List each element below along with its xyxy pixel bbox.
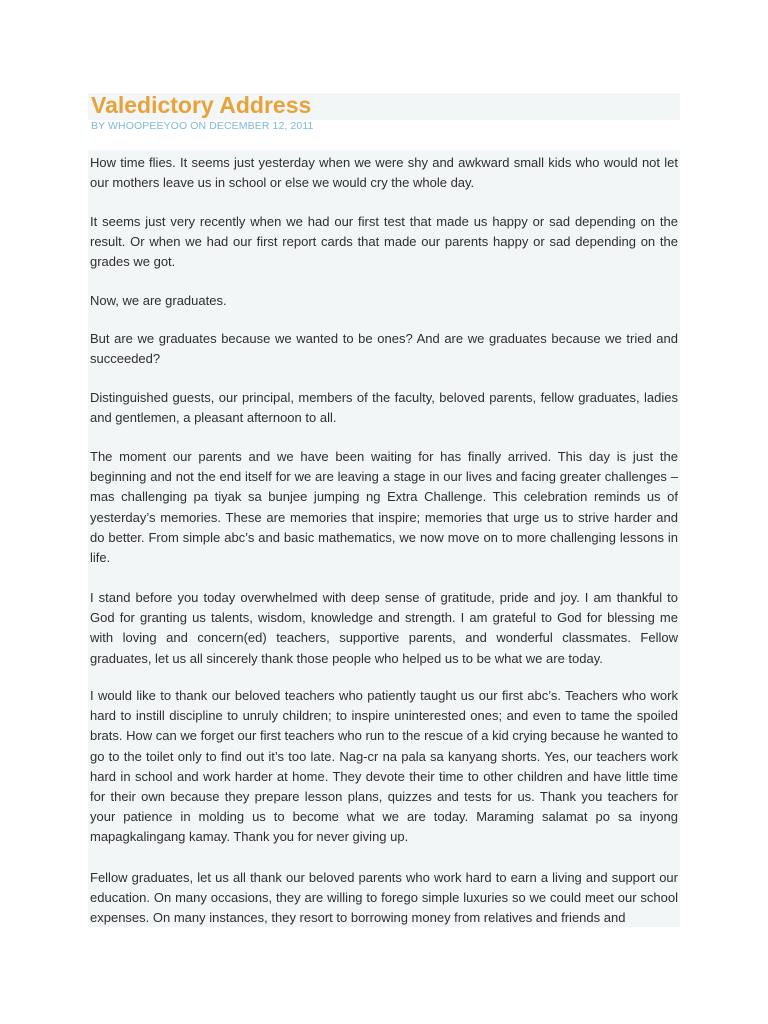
paragraph-6: The moment our parents and we have been waiting for has finally arrived. This day is just the beginning and not the end itself for we are leaving a stage in our lives and facing greater challenges – mas challenging pa tiyak sa bunjee jumping ng Extra Challenge. This celebration reminds us of yesterday’s memories. These are memories that inspire; memories that urge us to strive harder and do better. From simple abc’s and basic mathematics, we now move on to more challenging lessons in life. (90, 449, 678, 566)
paragraph-3: Now, we are graduates. (90, 293, 227, 308)
paragraph-4: But are we graduates because we wanted to be ones? And are we graduates because we tried and succeeded? (90, 331, 678, 367)
paragraph-5: Distinguished guests, our principal, members of the faculty, beloved parents, fellow graduates, ladies and gentlemen, a pleasant afternoon to all. (90, 390, 678, 426)
article-body (88, 150, 680, 927)
paragraph-7: I stand before you today overwhelmed with deep sense of gratitude, pride and joy. I am thankful to God for granting us talents, wisdom, knowledge and strength. I am grateful to God for blessing me with loving and concern(ed) teachers, supportive parents, and wonderful classmates. Fellow graduates, let us all sincerely thank those people who helped us to be what we are today. (90, 590, 678, 666)
article-title: Valedictory Address (91, 92, 312, 118)
article-byline: BY WHOOPEEYOO ON DECEMBER 12, 2011 (91, 120, 314, 132)
paragraph-9: Fellow graduates, let us all thank our beloved parents who work hard to earn a living and support our education. On many occasions, they are willing to forego simple luxuries so we could meet our school expenses. On many instances, they resort to borrowing money from relatives and friends and (90, 870, 678, 926)
paragraph-1: How time flies. It seems just yesterday when we were shy and awkward small kids who would not let our mothers leave us in school or else we would cry the whole day. (90, 155, 678, 191)
paragraph-8: I would like to thank our beloved teachers who patiently taught us our first abc’s. Teachers who work hard to instill discipline to unruly children; to inspire uninterested ones; and even to tame the spoiled brats. How can we forget our first teachers who run to the rescue of a kid crying because he wanted to go to the toilet only to find out it’s too late. Nag-cr na pala sa kanyang shorts. Yes, our teachers work hard in school and work harder at home. They devote their time to other children and have little time for their own because they prepare lesson plans, quizzes and tests for us. Thank you teachers for your patience in molding us to become what we are today. Maraming salamat po sa inyong mapagkalingang kamay. Thank you for never giving up. (90, 688, 678, 845)
paragraph-2: It seems just very recently when we had our first test that made us happy or sad depending on the result. Or when we had our first report cards that made our parents happy or sad depending on the grades we got. (90, 214, 678, 270)
